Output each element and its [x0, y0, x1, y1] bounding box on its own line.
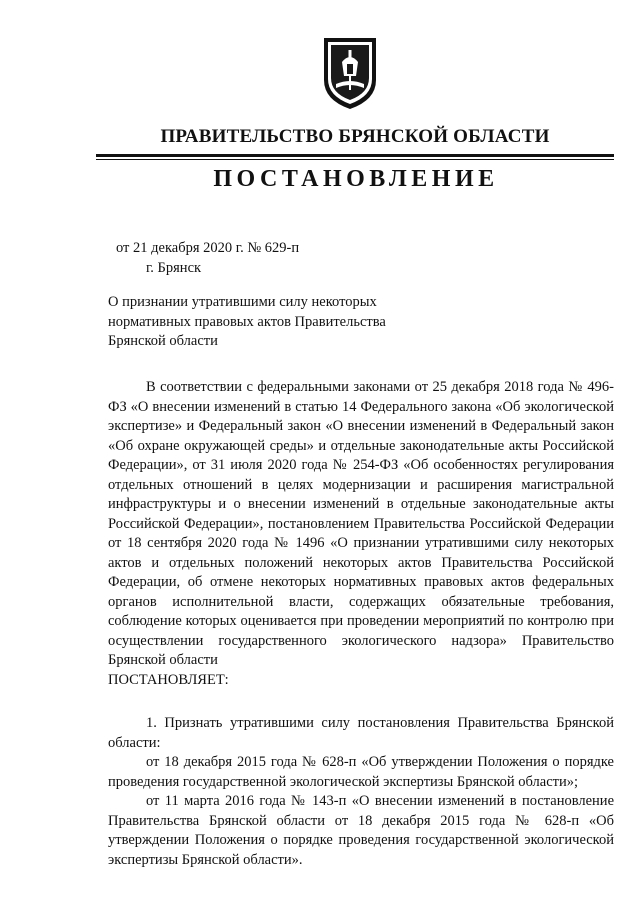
subject-line: нормативных правовых актов Правительства: [108, 313, 386, 330]
header-rule-thin: [96, 159, 614, 160]
date-and-number: от 21 декабря 2020 г. № 629-п: [116, 240, 300, 256]
city: г. Брянск: [146, 260, 202, 276]
document-subject: [108, 293, 428, 352]
item-1-subitem: от 18 декабря 2015 года № 628-п «Об утверждении Положения о порядке проведения государственной экологической экспертизы Брянской области»;: [108, 754, 614, 790]
coat-of-arms-emblem: [318, 32, 382, 112]
government-title: ПРАВИТЕЛЬСТВО БРЯНСКОЙ ОБЛАСТИ: [160, 126, 550, 147]
header-rule-thick: [96, 154, 614, 157]
item-1-subitem: от 11 марта 2016 года № 143-п «О внесении изменений в постановление Правительства Брянской области от 18 декабря 2015 года № 628-п «Об утверждении Положения о порядке проведения государственной экологической экспертизы Брянской области».: [108, 793, 614, 868]
subject-line: О признании утратившими силу некоторых: [108, 294, 377, 310]
subject-line: Брянской области: [108, 333, 218, 349]
document-body: [108, 378, 614, 870]
document-type: ПОСТАНОВЛЕНИЕ: [213, 166, 499, 192]
item-1: 1. Признать утратившими силу постановления Правительства Брянской области:: [108, 715, 614, 751]
decree-word: ПОСТАНОВЛЯЕТ:: [108, 671, 229, 688]
preamble-paragraph: В соответствии с федеральными законами от 25 декабря 2018 года № 496-ФЗ «О внесении изменений в статью 14 Федерального закона «Об экологической экспертизе» и Федеральный закон «О внесении изменений в Федеральный закон «Об охране окружающей среды» и отдельные законодательные акты Российской Федерации», от 31 июля 2020 года № 254-ФЗ «Об особенностях регулирования отдельных отношений в целях модернизации и расширения магистральной инфраструктуры и о внесении изменений в отдельные законодательные акты Российской Федерации», постановлением Правительства Российской Федерации от 18 сентября 2020 года № 1496 «О признании утратившими силу некоторых актов и отдельных положений некоторых актов Правительства Российской Федерации, об отмене некоторых нормативных правовых актов федеральных органов исполнительной власти, содержащих обязательные требования, соблюдение которых оценивается при проведении мероприятий по контролю при осуществлении государственного экологического надзора» Правительство Брянской области: [108, 379, 614, 668]
